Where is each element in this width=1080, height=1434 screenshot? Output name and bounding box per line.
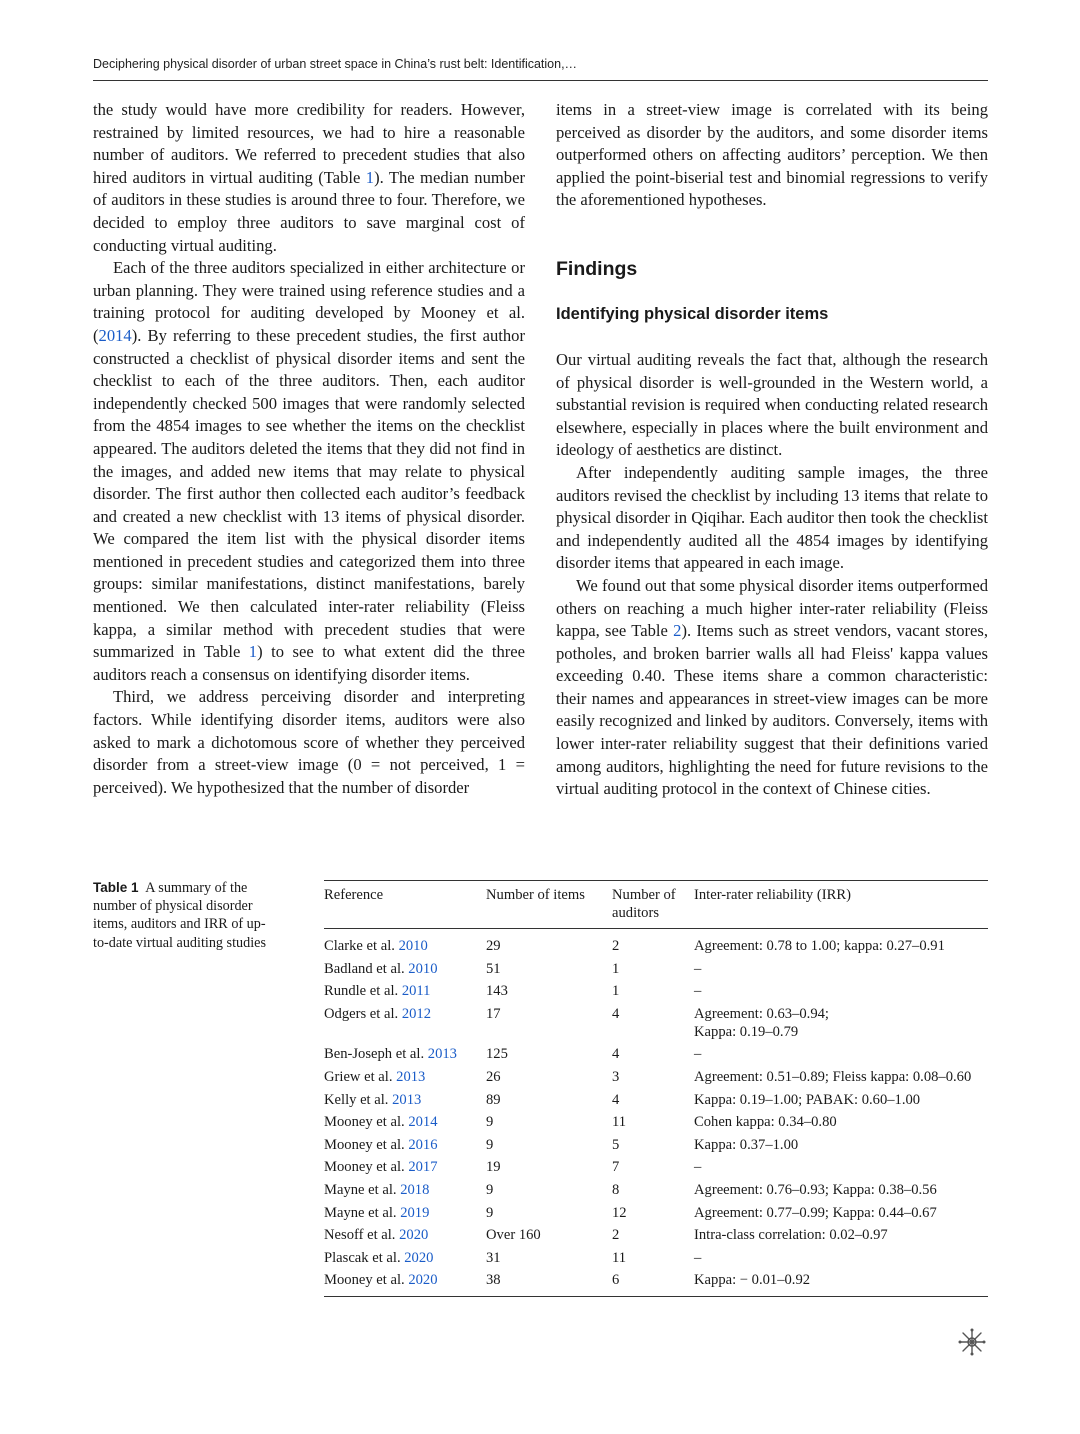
auditors-cell: 2 [612,938,620,954]
reference-year-link[interactable]: 2020 [399,1227,429,1244]
auditors-cell: 11 [612,1114,627,1131]
items-cell: 51 [486,960,501,977]
items-cell: 17 [486,1005,501,1022]
auditors-cell: 4 [612,1046,620,1063]
reference-year-link[interactable]: 2013 [392,1091,422,1108]
table-reference-link[interactable]: 1 [365,167,375,187]
reference-year-link[interactable]: 2012 [401,1005,431,1022]
subsection-heading: Identifying physical disorder items [556,304,829,323]
reference-author: Odgers et al. [324,1005,402,1022]
table-row [324,1043,988,1066]
irr-cell [694,980,988,1003]
paragraph-text: Each of the three auditors specialized in either architecture or urban planning. They were trained using reference studies and a training protocol for auditing developed by Mooney et al. ( [93,258,525,345]
items-cell: 89 [486,1091,501,1108]
reference-author: Mooney et al. [324,1136,409,1153]
reference-year-link[interactable]: 2020 [404,1249,434,1266]
table [324,880,988,1297]
irr-text: – [694,1046,702,1063]
reference-author: Rundle et al. [324,983,402,1000]
irr-text: – [694,1159,702,1176]
table-row [324,1269,988,1297]
auditors-cell: 4 [612,1005,620,1022]
irr-cell [694,1269,988,1297]
irr-text: Agreement: 0.63–0.94; [694,1005,829,1022]
irr-cell [694,1133,988,1156]
irr-text: Kappa: 0.37–1.00 [694,1136,799,1153]
reference-year-link[interactable]: 2010 [408,960,438,977]
items-cell: 9 [486,1136,494,1153]
reference-cell [324,1201,486,1224]
paragraph-text: ). Items such as street vendors, vacant stores, potholes, and broken barrier walls all had Fleiss' kappa values exceeding 0.40. These items share a common characteristic: their names and appearances in street-view images can be more easily recognized and linked by auditors. Conversely, items with lower inter-rater reliability suggest that their definitions varied among auditors, highlighting the need for future revisions to the virtual auditing protocol in the context of Chinese cities. [556,621,988,799]
irr-cell [694,1201,988,1224]
irr-text: – [694,1249,702,1266]
reference-author: Mooney et al. [324,1272,409,1289]
irr-cell [694,1179,988,1202]
irr-cell [694,1156,988,1179]
irr-cell [694,929,988,958]
running-head: Deciphering physical disorder of urban street space in China’s rust belt: Identification,… [93,57,578,71]
reference-year-link[interactable]: 2016 [408,1136,438,1153]
irr-cell [694,1111,988,1134]
irr-text: Agreement: 0.51–0.89; Fleiss kappa: 0.08–0.60 [694,1068,972,1085]
reference-cell [324,1246,486,1269]
paragraph-text: ) to see to what extent did the three auditors reach a consensus on identifying disorder items. [93,642,525,684]
table-row [324,1111,988,1134]
reference-author: Mooney et al. [324,1159,409,1176]
reference-author: Nesoff et al. [324,1227,400,1244]
table-header-row [324,881,988,929]
auditors-cell: 6 [612,1272,620,1289]
reference-cell [324,929,486,958]
reference-cell [324,1224,486,1247]
column-header: Number of items [486,887,585,903]
reference-year-link[interactable]: 2013 [396,1068,426,1085]
table-row [324,1088,988,1111]
column-header: Reference [324,887,384,903]
reference-year-link[interactable]: 2020 [408,1272,438,1289]
auditors-cell: 12 [612,1204,627,1221]
irr-text: Agreement: 0.78 to 1.00; kappa: 0.27–0.91 [694,938,945,954]
reference-cell [324,957,486,980]
paragraph-text: We found out that some physical disorder items outperformed others on reaching a much higher inter-rater reliability (Fleiss kappa, see Table [556,575,988,641]
items-cell: 29 [486,938,501,954]
reference-cell [324,1156,486,1179]
auditors-cell: 11 [612,1249,627,1266]
irr-cell [694,1224,988,1247]
paragraph: Our virtual auditing reveals the fact that, although the research of physical disorder is well-grounded in the Western world, a substantial revision is required when conducting related research elsewhere, especially in places where the built environment and ideology of aesthetics are distinct. [556,349,988,460]
items-cell: 38 [486,1272,501,1289]
irr-cell [694,1002,988,1043]
table-row [324,1133,988,1156]
auditors-cell: 1 [612,960,620,977]
reference-author: Kelly et al. [324,1091,393,1108]
auditors-cell: 8 [612,1181,620,1198]
reference-author: Ben-Joseph et al. [324,1046,428,1063]
springer-horse-icon [957,1327,987,1357]
auditors-cell: 3 [612,1068,620,1085]
reference-cell [324,1179,486,1202]
irr-cell [694,1043,988,1066]
paragraph: Third, we address perceiving disorder and interpreting factors. While identifying disorder items, auditors were also asked to mark a dichotomous score of whether they perceived disorder from a street-view image (0 = not perceived, 1 = perceived). We hypothesized that the number of disorder [93,687,525,797]
reference-author: Badland et al. [324,960,409,977]
section-heading: Findings [556,257,638,280]
left-column [93,99,525,799]
paragraph-text: ). By referring to these precedent studies, the first author constructed a checklist of physical disorder items and sent the checklist to each of the three auditors. Then, each auditor independently checked 500 images that were randomly selected from the 4854 images to see whether the items on the checklist appeared. The auditors deleted the items that they did not find in the images, and added new items that may relate to physical disorder. The first author then collected each auditor’s feedback and created a new checklist with 13 items of physical disorder. We compared the item list with the physical disorder items mentioned in precedent studies and categorized them into three groups: similar manifestations, distinct manifestations, barely mentioned. We then calculated inter-rater reliability (Fleiss kappa, a similar method with precedent studies that were summarized in Table [93,325,525,662]
reference-year-link[interactable]: 2017 [408,1159,438,1176]
items-cell: 143 [486,983,508,1000]
right-column [556,99,988,801]
reference-author: Mooney et al. [324,1114,409,1131]
auditors-cell: 7 [612,1159,620,1176]
irr-text: Agreement: 0.77–0.99; Kappa: 0.44–0.67 [694,1204,937,1221]
table-row [324,1179,988,1202]
irr-cell [694,1088,988,1111]
table-reference-link[interactable]: 2 [673,621,682,641]
items-cell: 125 [486,1046,508,1063]
auditors-cell: 2 [612,1227,620,1244]
table-caption-text: A summary of the number of physical disorder items, auditors and IRR of up-to-date virtual auditing studies [93,880,266,951]
paragraph: items in a street-view image is correlated with its being perceived as disorder by the auditors, and some disorder items outperformed others on affecting auditors’ perception. We then applied the point-biserial test and binomial regressions to verify the aforementioned hypotheses. [556,100,988,210]
irr-text: – [694,960,702,977]
paragraph [93,257,525,686]
irr-text: Agreement: 0.76–0.93; Kappa: 0.38–0.56 [694,1181,937,1198]
reference-year-link[interactable]: 2013 [427,1046,457,1063]
auditors-cell: 1 [612,983,620,1000]
reference-cell [324,1088,486,1111]
reference-year-link[interactable]: 2010 [398,938,428,954]
irr-text: Cohen kappa: 0.34–0.80 [694,1114,837,1131]
citation-link[interactable]: 2014 [98,325,132,345]
paragraph-text: ). The median number of auditors in these studies is around three to four. Therefore, we decided to employ three auditors to save marginal cost of conducting virtual auditing. [93,167,525,255]
reference-cell [324,1043,486,1066]
table-reference-link[interactable]: 1 [248,642,258,662]
reference-author: Mayne et al. [324,1181,401,1198]
auditors-cell: 4 [612,1091,620,1108]
table-caption [93,879,278,952]
table-row [324,1156,988,1179]
items-cell: 31 [486,1249,501,1266]
items-cell: 26 [486,1068,501,1085]
reference-year-link[interactable]: 2014 [408,1114,438,1131]
reference-cell [324,1133,486,1156]
paragraph: After independently auditing sample images, the three auditors revised the checklist by including 13 items that relate to physical disorder in Qiqihar. Each auditor then took the checklist and independently audited all the 4854 images by identifying disorder items that appeared in each image. [556,462,988,573]
reference-year-link[interactable]: 2018 [400,1181,430,1198]
irr-text: Kappa: 0.19–1.00; PABAK: 0.60–1.00 [694,1091,921,1108]
reference-cell [324,1269,486,1297]
table-row [324,1066,988,1089]
paragraph-text: the study would have more credibility for readers. However, restrained by limited resources, we had to hire a reasonable number of auditors. We referred to precedent studies that also hired auditors in virtual auditing (Table [93,100,525,187]
irr-text: – [694,983,702,1000]
table-row [324,957,988,980]
reference-cell [324,1002,486,1043]
items-cell: 9 [486,1181,494,1198]
table-row [324,980,988,1003]
items-cell: Over 160 [486,1227,541,1244]
reference-year-link[interactable]: 2011 [401,983,431,1000]
table-row [324,929,988,958]
reference-cell [324,1066,486,1089]
irr-text: Kappa: − 0.01–0.92 [694,1272,811,1289]
irr-text: Intra-class correlation: 0.02–0.97 [694,1227,888,1244]
paragraph [93,99,525,257]
reference-cell [324,980,486,1003]
irr-cell [694,957,988,980]
header-rule [93,80,988,81]
auditors-cell: 5 [612,1136,620,1153]
reference-author: Griew et al. [324,1068,397,1085]
items-cell: 9 [486,1114,494,1131]
column-header: Number of auditors [612,887,676,921]
table-row [324,1201,988,1224]
reference-cell [324,1111,486,1134]
column-header: Inter-rater reliability (IRR) [694,887,851,903]
reference-author: Clarke et al. [324,938,399,954]
paragraph [556,575,988,801]
items-cell: 19 [486,1159,501,1176]
reference-year-link[interactable]: 2019 [400,1204,430,1221]
irr-text: Kappa: 0.19–0.79 [694,1023,799,1040]
items-cell: 9 [486,1204,494,1221]
irr-cell [694,1066,988,1089]
table-label: Table 1 [93,880,139,895]
irr-cell [694,1246,988,1269]
reference-author: Plascak et al. [324,1249,405,1266]
reference-author: Mayne et al. [324,1204,401,1221]
table-row [324,1002,988,1043]
table-row [324,1246,988,1269]
table-row [324,1224,988,1247]
